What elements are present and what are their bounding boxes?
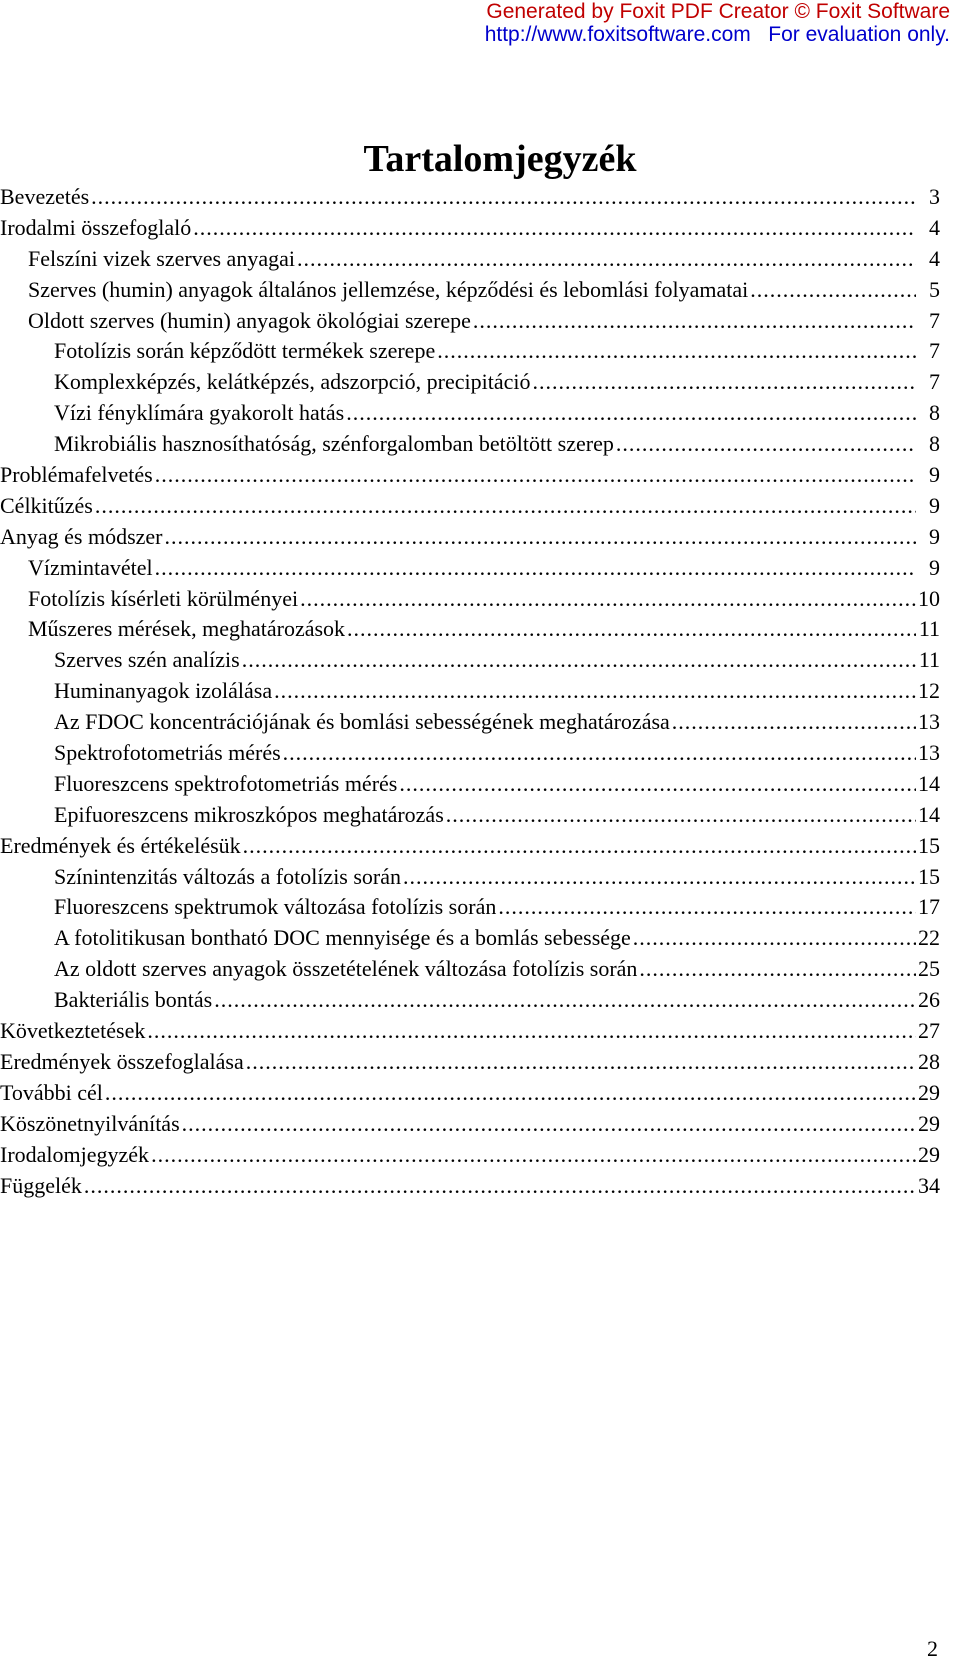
toc-entry-title: Eredmények és értékelésük <box>0 832 241 858</box>
toc-entry-title: Eredmények összefoglalása <box>0 1048 244 1074</box>
toc-entry-title: Fluoreszcens spektrumok változása fotolízis során <box>54 894 497 920</box>
toc-entry[interactable] <box>0 1140 940 1171</box>
toc-entry-title: Fotolízis kísérleti körülményei <box>28 585 299 611</box>
page-number: 2 <box>927 1636 938 1661</box>
toc-entry-title: Irodalomjegyzék <box>0 1141 150 1167</box>
toc-entry[interactable] <box>0 892 940 923</box>
toc-entry[interactable] <box>0 1047 940 1078</box>
toc-entry-title: Bevezetés <box>0 184 90 209</box>
toc-entry[interactable] <box>0 614 940 645</box>
toc-dot-leader <box>214 985 916 1016</box>
toc-entry-page: 11 <box>918 616 940 642</box>
toc-dot-leader <box>639 954 916 985</box>
toc-entry[interactable] <box>0 1109 940 1140</box>
toc-entry[interactable] <box>0 1078 940 1109</box>
toc-entry[interactable] <box>0 985 940 1016</box>
toc-entry[interactable] <box>0 1171 940 1202</box>
toc-entry-title: A fotolitikusan bontható DOC mennyisége és a bomlás sebessége <box>54 925 631 951</box>
toc-entry[interactable] <box>0 769 940 800</box>
page-title: Tartalomjegyzék <box>363 138 637 180</box>
toc-entry-page: 4 <box>929 245 940 271</box>
toc-entry-page: 15 <box>918 832 940 858</box>
toc-entry-page: 25 <box>918 956 940 982</box>
toc-dot-leader <box>243 831 916 862</box>
toc-entry-page: 8 <box>929 431 940 457</box>
evaluation-watermark <box>485 0 950 46</box>
toc-entry-title: Mikrobiális hasznosíthatóság, szénforgalomban betöltött szerep <box>54 431 614 457</box>
toc-dot-leader <box>498 892 916 923</box>
toc-entry-title: Az FDOC koncentrációjának és bomlási sebességének meghatározása <box>54 709 670 735</box>
toc-dot-leader <box>274 676 916 707</box>
toc-dot-leader <box>193 213 916 244</box>
watermark-url-line: http://www.foxitsoftware.com For evaluation only. <box>484 23 950 46</box>
toc-entry[interactable] <box>0 584 940 615</box>
toc-dot-leader <box>750 275 916 306</box>
toc-entry-title: Felszíni vizek szerves anyagai <box>28 245 295 271</box>
toc-entry-page: 26 <box>918 987 940 1013</box>
toc-dot-leader <box>437 336 916 367</box>
toc-dot-leader <box>399 769 916 800</box>
toc-entry[interactable] <box>0 707 940 738</box>
toc-dot-leader <box>147 1016 916 1047</box>
toc-entry[interactable] <box>0 306 940 337</box>
toc-dot-leader <box>403 862 916 893</box>
toc-entry-title: Problémafelvetés <box>0 462 153 488</box>
toc-entry[interactable] <box>0 954 940 985</box>
toc-entry-title: Oldott szerves (humin) anyagok ökológiai szerepe <box>28 307 471 333</box>
toc-entry[interactable] <box>0 645 940 676</box>
toc-entry[interactable] <box>0 398 940 429</box>
toc-entry[interactable] <box>0 460 940 491</box>
toc-entry-title: Következtetések <box>0 1018 146 1044</box>
toc-dot-leader <box>473 306 916 337</box>
toc-dot-leader <box>105 1078 916 1109</box>
toc-entry-title: Célkitűzés <box>0 492 93 518</box>
toc-entry-page: 13 <box>918 709 940 735</box>
toc-dot-leader <box>446 800 916 831</box>
toc-entry[interactable] <box>0 429 940 460</box>
table-of-contents <box>0 182 940 1201</box>
toc-entry-title: Szerves (humin) anyagok általános jellemzése, képződési és lebomlási folyamatai <box>28 276 749 302</box>
toc-entry[interactable] <box>0 923 940 954</box>
toc-entry-title: Az oldott szerves anyagok összetételének változása fotolízis során <box>54 956 638 982</box>
watermark-generator-line: Generated by Foxit PDF Creator © Foxit Software <box>486 0 950 23</box>
toc-dot-leader <box>672 707 916 738</box>
toc-dot-leader <box>84 1171 916 1202</box>
toc-dot-leader <box>95 491 916 522</box>
toc-entry-page: 17 <box>918 894 940 920</box>
toc-dot-leader <box>347 614 916 645</box>
toc-entry-page: 14 <box>918 801 940 827</box>
toc-entry[interactable] <box>0 491 940 522</box>
toc-entry-page: 12 <box>918 678 940 704</box>
toc-dot-leader <box>283 738 916 769</box>
toc-entry-page: 5 <box>929 276 940 302</box>
toc-entry-title: Köszönetnyilvánítás <box>0 1110 180 1136</box>
toc-entry[interactable] <box>0 738 940 769</box>
toc-entry[interactable] <box>0 275 940 306</box>
toc-entry-page: 27 <box>918 1018 940 1044</box>
toc-dot-leader <box>165 522 916 553</box>
toc-entry-page: 22 <box>918 925 940 951</box>
toc-entry-page: 7 <box>929 338 940 364</box>
toc-dot-leader <box>151 1140 916 1171</box>
toc-entry-page: 14 <box>918 770 940 796</box>
toc-entry-page: 9 <box>929 523 940 549</box>
toc-entry-title: Huminanyagok izolálása <box>54 678 273 704</box>
toc-entry-page: 4 <box>929 214 940 240</box>
toc-dot-leader <box>346 398 916 429</box>
toc-entry[interactable] <box>0 676 940 707</box>
toc-entry-page: 29 <box>918 1079 940 1105</box>
toc-entry-page: 34 <box>918 1172 940 1198</box>
toc-entry-title: Műszeres mérések, meghatározások <box>28 616 346 642</box>
toc-entry-page: 28 <box>918 1048 940 1074</box>
toc-entry-title: Vízi fényklímára gyakorolt hatás <box>54 400 345 426</box>
toc-entry-title: További cél <box>0 1079 103 1105</box>
toc-entry[interactable] <box>0 1016 940 1047</box>
toc-dot-leader <box>182 1109 916 1140</box>
toc-entry-page: 29 <box>918 1110 940 1136</box>
toc-entry-page: 9 <box>929 492 940 518</box>
toc-dot-leader <box>155 460 916 491</box>
toc-entry[interactable] <box>0 367 940 398</box>
toc-entry[interactable] <box>0 522 940 553</box>
toc-entry-page: 7 <box>929 369 940 395</box>
toc-entry-page: 13 <box>918 740 940 766</box>
toc-dot-leader <box>300 584 916 615</box>
toc-dot-leader <box>616 429 916 460</box>
toc-dot-leader <box>155 553 916 584</box>
toc-entry[interactable] <box>0 800 940 831</box>
toc-dot-leader <box>633 923 916 954</box>
toc-dot-leader <box>246 1047 916 1078</box>
toc-entry-page: 15 <box>918 863 940 889</box>
toc-dot-leader <box>297 244 916 275</box>
toc-entry-title: Anyag és módszer <box>0 523 163 549</box>
toc-entry[interactable] <box>0 213 940 244</box>
toc-entry-title: Epifuoreszcens mikroszkópos meghatározás <box>54 801 444 827</box>
toc-entry-page: 11 <box>918 647 940 673</box>
toc-entry-page: 9 <box>929 462 940 488</box>
toc-entry-title: Fluoreszcens spektrofotometriás mérés <box>54 770 398 796</box>
toc-entry-title: Bakteriális bontás <box>54 987 213 1013</box>
toc-entry[interactable] <box>0 831 940 862</box>
toc-entry-page: 3 <box>929 184 940 209</box>
toc-entry-page: 8 <box>929 400 940 426</box>
toc-entry-title: Fotolízis során képződött termékek szerepe <box>54 338 436 364</box>
toc-entry-title: Komplexképzés, kelátképzés, adszorpció, precipitáció <box>54 369 531 395</box>
toc-dot-leader <box>242 645 916 676</box>
toc-entry-title: Spektrofotometriás mérés <box>54 740 281 766</box>
toc-entry-page: 29 <box>918 1141 940 1167</box>
toc-entry-title: Színintenzitás változás a fotolízis során <box>54 863 402 889</box>
toc-entry[interactable] <box>0 182 940 213</box>
toc-entry-title: Szerves szén analízis <box>54 647 240 673</box>
toc-entry-title: Irodalmi összefoglaló <box>0 214 192 240</box>
toc-entry-title: Függelék <box>0 1172 82 1198</box>
toc-entry-page: 10 <box>918 585 940 611</box>
toc-entry[interactable] <box>0 244 940 275</box>
toc-entry-page: 7 <box>929 307 940 333</box>
toc-entry-page: 9 <box>929 554 940 580</box>
toc-entry[interactable] <box>0 862 940 893</box>
toc-dot-leader <box>532 367 916 398</box>
toc-entry-title: Vízmintavétel <box>28 554 153 580</box>
toc-entry[interactable] <box>0 336 940 367</box>
toc-dot-leader <box>91 182 916 213</box>
toc-entry[interactable] <box>0 553 940 584</box>
